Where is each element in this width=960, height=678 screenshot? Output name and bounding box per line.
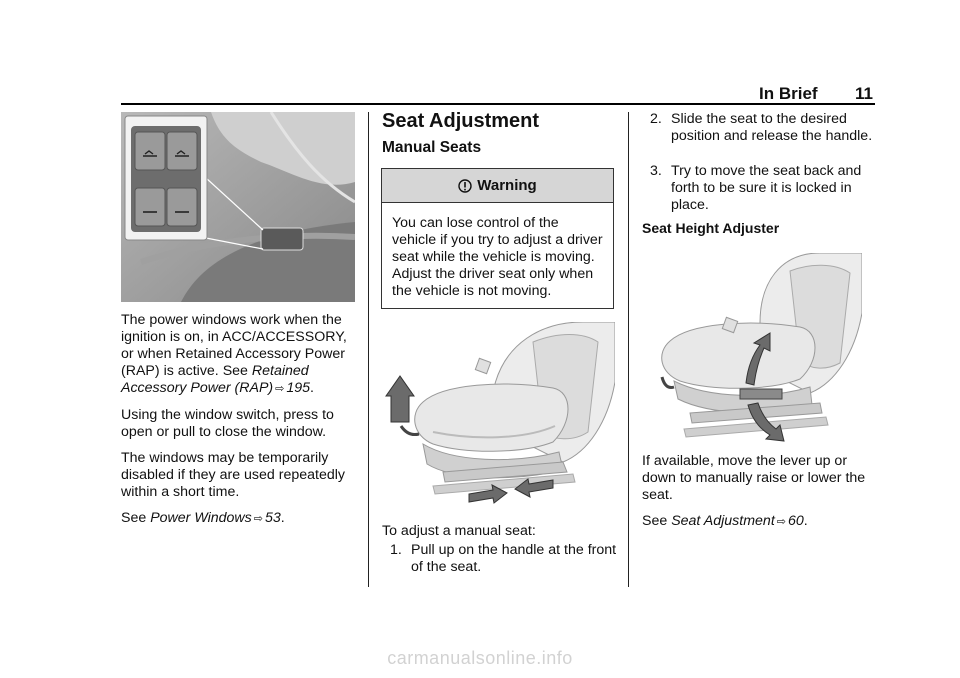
- left-column-text: [121, 312, 361, 537]
- seat-height-illustration: [650, 253, 862, 443]
- warning-text: You can lose control of the vehicle if you try to adjust a driver seat while the vehicle is moving. Adjust the driver seat only when the vehicle is not moving.: [392, 215, 603, 299]
- cross-reference-page[interactable]: 195: [286, 380, 311, 396]
- watermark: carmanualsonline.info: [387, 648, 573, 668]
- paragraph: If available, move the lever up or down to manually raise or lower the seat.: [642, 453, 866, 503]
- column-divider-right: [628, 112, 629, 587]
- right-column-text: [642, 453, 878, 540]
- paragraph: The windows may be temporarily disabled if they are used repeatedly within a short time.: [121, 450, 345, 500]
- paragraph: The power windows work when the ignition is on, in ACC/ACCESSORY, or when Retained Accessory Power (RAP) is active. See Retained Accessory Power (RAP) ⇨ 195.: [121, 312, 347, 396]
- subsection-heading: Manual Seats: [382, 139, 482, 156]
- warning-icon: [458, 178, 472, 194]
- intro-text: To adjust a manual seat:: [382, 523, 536, 539]
- subsection-heading: Seat Height Adjuster: [642, 220, 780, 236]
- header-rule: [121, 103, 875, 105]
- xref-arrow-icon: ⇨: [776, 516, 786, 528]
- cross-reference-link[interactable]: Retained Accessory Power (RAP): [121, 363, 309, 396]
- manual-seat-illustration: [383, 322, 615, 508]
- warning-label: Warning: [477, 177, 537, 194]
- page-number: 11: [855, 84, 873, 103]
- xref-arrow-icon: ⇨: [253, 513, 263, 525]
- cross-reference-link[interactable]: Power Windows: [150, 510, 252, 526]
- cross-reference-page[interactable]: 53: [265, 510, 281, 526]
- cross-reference-page[interactable]: 60: [787, 513, 804, 529]
- cross-reference-link[interactable]: Seat Adjustment: [671, 513, 775, 529]
- section-heading: Seat Adjustment: [382, 110, 540, 132]
- column-divider-left: [368, 112, 369, 587]
- paragraph: See Power Windows ⇨ 53.: [121, 510, 285, 526]
- warning-box: [381, 168, 614, 309]
- warning-header: [382, 169, 613, 203]
- paragraph: See Seat Adjustment ⇨ 60.: [642, 513, 808, 529]
- xref-arrow-icon: ⇨: [275, 383, 285, 395]
- section-title: In Brief: [759, 84, 818, 103]
- window-switch-illustration: [121, 112, 355, 302]
- paragraph: Using the window switch, press to open or pull to close the window.: [121, 407, 334, 440]
